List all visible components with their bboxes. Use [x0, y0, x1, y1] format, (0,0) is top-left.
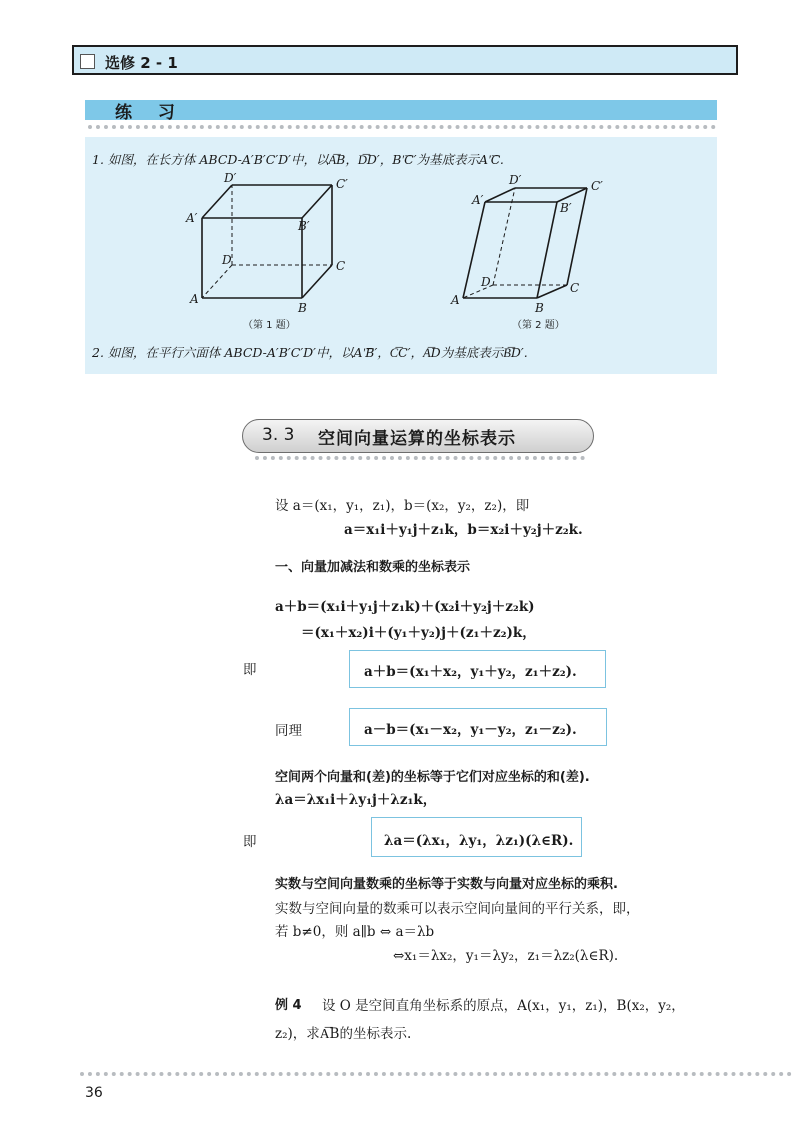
fig1-label-A1: A′ — [186, 211, 198, 225]
header-square-icon — [80, 54, 95, 69]
fig2-label-A: A — [451, 293, 460, 307]
section-title: 空间向量运算的坐标表示 — [318, 429, 516, 449]
example-label: 例 4 — [275, 998, 302, 1013]
rule-sum-diff: 空间两个向量和(差)的坐标等于它们对应坐标的和(差). — [275, 770, 590, 785]
figure-2-parallelepiped — [445, 170, 605, 320]
exercise-q1: 1. 如图，在长方体 ABCD-A′B′C′D′中，以A͞B，D͞D′，B′͞C′为基底表示A′͞C. — [92, 152, 504, 167]
page-number: 36 — [85, 1085, 103, 1101]
fig1-label-B: B — [298, 301, 307, 315]
parallel-line-1: 实数与空间向量的数乘可以表示空间向量间的平行关系，即， — [275, 901, 640, 917]
parallel-line-3: ⇔x₁＝λx₂，y₁＝λy₂，z₁＝λz₂(λ∈R). — [393, 948, 619, 964]
fig2-label-B1: B′ — [560, 201, 572, 215]
section-number: 3. 3 — [262, 425, 295, 445]
lambda-line: λa＝λx₁i＋λy₁j＋λz₁k， — [275, 792, 437, 808]
ji-label-2: 即 — [243, 834, 257, 850]
formula-lambda: λa＝(λx₁，λy₁，λz₁)(λ∈R). — [384, 833, 574, 849]
fig1-label-B1: B′ — [298, 219, 310, 233]
figure-1-caption: （第 1 题） — [243, 320, 296, 331]
tongli-label: 同理 — [275, 723, 302, 739]
fig2-label-C1: C′ — [591, 179, 603, 193]
dotted-divider — [88, 125, 716, 129]
fig2-label-B: B — [535, 301, 544, 315]
figure-2-caption: （第 2 题） — [512, 320, 565, 331]
formula-sum: a＋b＝(x₁＋x₂，y₁＋y₂，z₁＋z₂). — [364, 664, 577, 680]
fig1-label-D: D — [222, 253, 232, 267]
exercise-title: 练 习 — [115, 103, 185, 123]
fig1-label-C1: C′ — [336, 177, 348, 191]
section-dotted-divider — [255, 456, 585, 460]
fig1-label-A: A — [190, 292, 199, 306]
exercise-q2: 2. 如图，在平行六面体 ABCD-A′B′C′D′中，以A′͞B′，C͞C′，A͞D为基底表示B͞D′. — [92, 345, 528, 360]
heading-vector-ops: 一、向量加减法和数乘的坐标表示 — [275, 560, 471, 575]
sum-line-1: a＋b＝(x₁i＋y₁j＋z₁k)＋(x₂i＋y₂j＋z₂k) — [275, 599, 535, 615]
intro-line-1: 设 a＝(x₁，y₁，z₁)，b＝(x₂，y₂，z₂)，即 — [275, 498, 530, 514]
example-line-1: 设 O 是空间直角坐标系的原点，A(x₁，y₁，z₁)，B(x₂，y₂， — [322, 998, 685, 1014]
formula-diff: a－b＝(x₁－x₂，y₁－y₂，z₁－z₂). — [364, 722, 577, 738]
sum-line-2: ＝(x₁＋x₂)i＋(y₁＋y₂)j＋(z₁＋z₂)k， — [301, 625, 536, 641]
fig2-label-D1: D′ — [509, 173, 522, 187]
footer-dotted-divider — [80, 1072, 792, 1076]
rule-scalar: 实数与空间向量数乘的坐标等于实数与向量对应坐标的乘积. — [275, 877, 618, 892]
figure-1-cuboid — [180, 170, 360, 320]
ji-label-1: 即 — [243, 662, 257, 678]
book-title: 选修 2 - 1 — [105, 54, 178, 72]
fig1-label-D1: D′ — [224, 171, 237, 185]
example-line-2: z₂)，求A͞B的坐标表示. — [275, 1026, 412, 1042]
fig2-label-D: D — [481, 275, 491, 289]
intro-line-2: a＝x₁i＋y₁j＋z₁k，b＝x₂i＋y₂j＋z₂k. — [344, 522, 583, 538]
fig1-label-C: C — [336, 259, 346, 273]
parallel-line-2: 若 b≠0，则 a∥b ⇔ a＝λb — [275, 924, 435, 940]
fig2-label-A1: A′ — [472, 193, 484, 207]
fig2-label-C: C — [570, 281, 580, 295]
